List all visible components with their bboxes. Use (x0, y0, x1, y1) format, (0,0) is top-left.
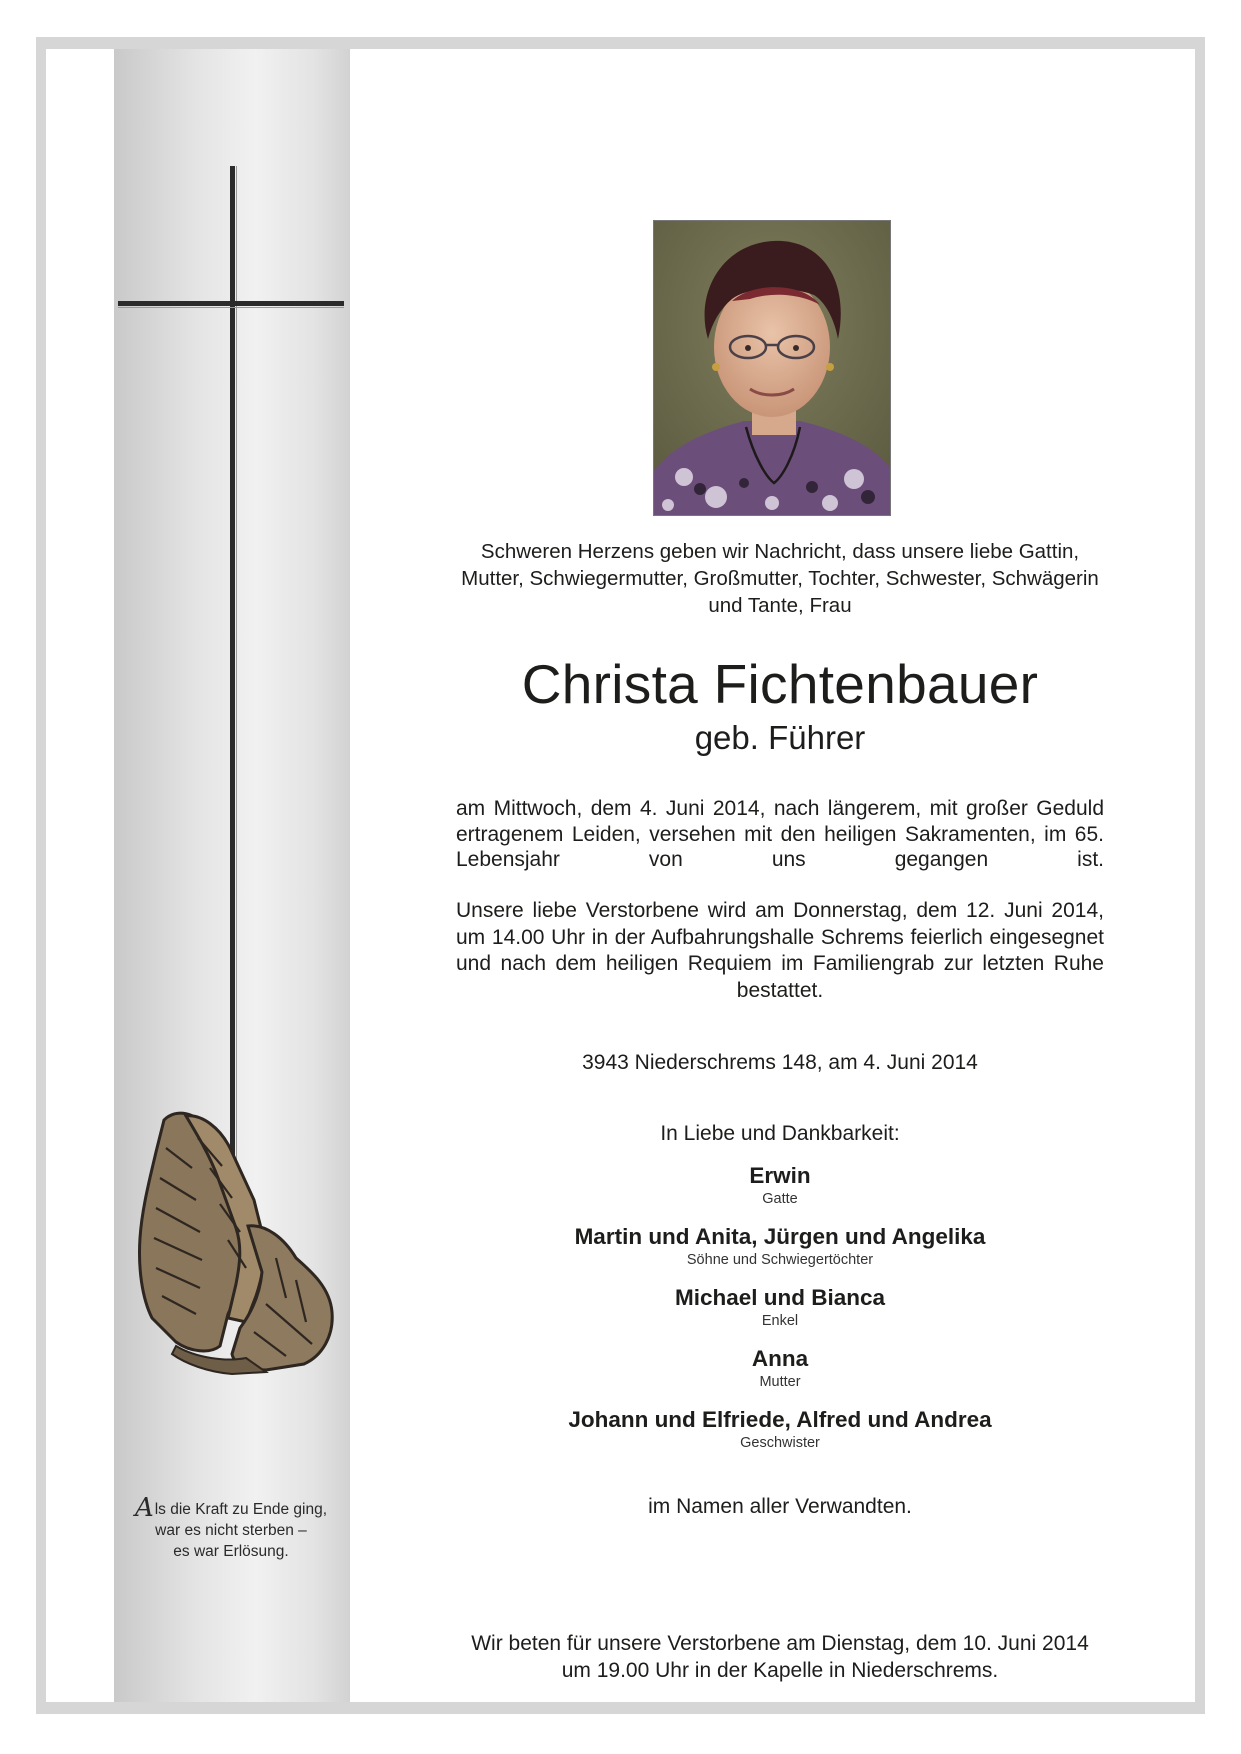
praying-hands-icon (136, 1108, 336, 1378)
death-paragraph: am Mittwoch, dem 4. Juni 2014, nach längerem, mit großer Geduld ertragenem Leiden, versehen mit den heiligen Sakramenten, im 65. Lebensjahr von uns gegangen ist. (456, 797, 1104, 871)
family-name: Anna (751, 1346, 809, 1371)
family-name: Martin und Anita, Jürgen und Angelika (574, 1224, 986, 1249)
intro-text: Schweren Herzens geben wir Nachricht, dass unsere liebe Gattin, Mutter, Schwiegermutter, Großmutter, Tochter, Schwester, Schwägerin und Tante, Frau (461, 540, 1099, 617)
quote-line-3: es war Erlösung. (173, 1543, 289, 1560)
left-margin-strip (46, 49, 114, 1702)
sidebar-quote (118, 1493, 344, 1562)
family-name: Michael und Bianca (674, 1285, 886, 1310)
maiden-name: geb. Führer (694, 719, 866, 756)
quote-initial: A (134, 1493, 154, 1523)
family-name: Johann und Elfriede, Alfred und Andrea (568, 1407, 992, 1432)
prayer-notice (456, 1630, 1104, 1684)
family-name: Erwin (749, 1163, 811, 1188)
place-date: 3943 Niederschrems 148, am 4. Juni 2014 (582, 1051, 978, 1074)
closing-line: im Namen aller Verwandten. (648, 1495, 912, 1518)
family-relation: Geschwister (740, 1435, 820, 1451)
deceased-name: Christa Fichtenbauer (521, 653, 1039, 715)
quote-line-1: ls die Kraft zu Ende ging, (154, 1501, 328, 1518)
quote-line-2: war es nicht sterben – (155, 1522, 307, 1539)
prayer-line-1: Wir beten für unsere Verstorbene am Dienstag, dem 10. Juni 2014 (471, 1632, 1089, 1655)
prayer-line-2: um 19.00 Uhr in der Kapelle in Niederschrems. (561, 1659, 999, 1682)
family-entry (456, 1345, 1104, 1391)
family-relation: Gatte (762, 1191, 798, 1207)
family-entry (456, 1223, 1104, 1269)
family-relation: Enkel (761, 1313, 799, 1329)
portrait-photo (653, 220, 891, 516)
family-relation: Mutter (759, 1374, 801, 1390)
family-entry (456, 1284, 1104, 1330)
funeral-paragraph: Unsere liebe Verstorbene wird am Donnerstag, dem 12. Juni 2014, um 14.00 Uhr in der Aufbahrungshalle Schrems feierlich eingesegnet und nach dem heiligen Requiem im Familiengrab zur letzten Ruhe bestattet. (456, 899, 1104, 1002)
family-relation: Söhne und Schwiegertöchter (686, 1252, 874, 1268)
thanks-line: In Liebe und Dankbarkeit: (660, 1122, 900, 1145)
family-entry (456, 1162, 1104, 1208)
cross-icon (118, 166, 348, 1166)
family-list (456, 1162, 1104, 1467)
family-entry (456, 1406, 1104, 1452)
